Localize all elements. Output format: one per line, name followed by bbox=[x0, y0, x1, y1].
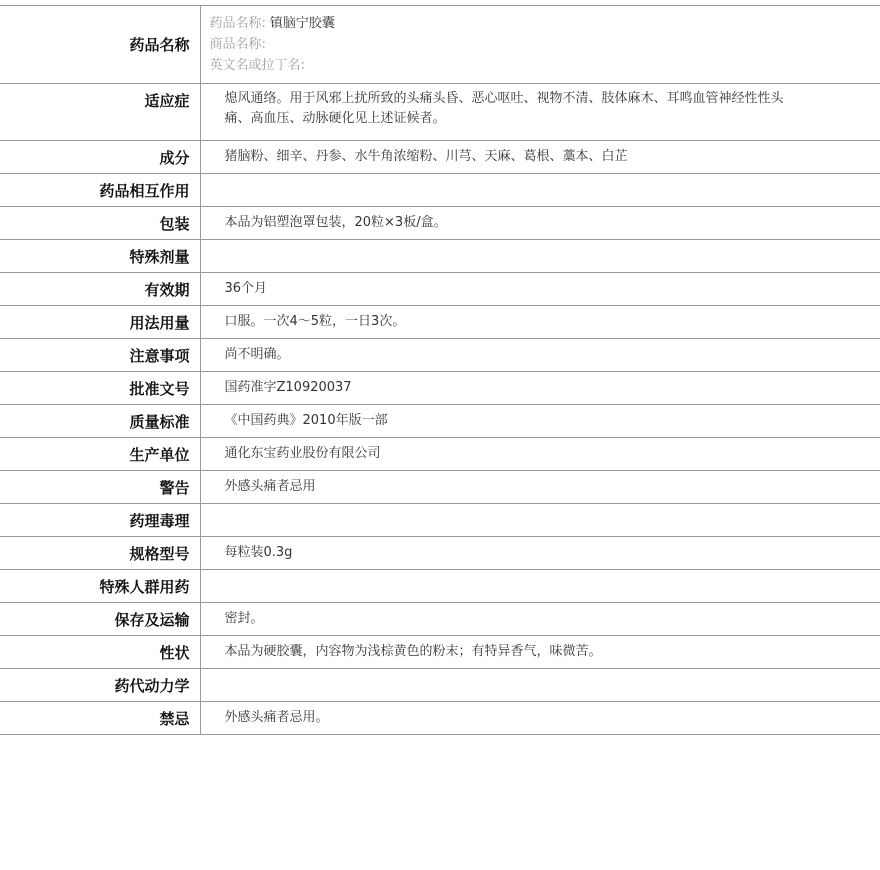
approval-number-heading: 批准文号 bbox=[0, 372, 200, 405]
specification-heading: 规格型号 bbox=[0, 537, 200, 570]
packaging-heading: 包装 bbox=[0, 207, 200, 240]
drug-name-heading: 药品名称 bbox=[0, 6, 200, 84]
trade-name-label: 商品名称: bbox=[209, 37, 266, 52]
generic-name-label: 药品名称: bbox=[209, 16, 266, 31]
english-name-label: 英文名或拉丁名: bbox=[209, 58, 305, 73]
description-value: 本品为硬胶囊，内容物为浅棕黄色的粉末；有特异香气，味微苦。 bbox=[224, 644, 602, 659]
row-warning bbox=[0, 471, 880, 504]
dosage-value: 口服。一次4～5粒，一日3次。 bbox=[224, 314, 406, 329]
row-ingredients bbox=[0, 141, 880, 174]
row-shelf-life bbox=[0, 273, 880, 306]
manufacturer-heading: 生产单位 bbox=[0, 438, 200, 471]
dosage-heading: 用法用量 bbox=[0, 306, 200, 339]
approval-number-value: 国药准字Z10920037 bbox=[224, 380, 352, 395]
row-manufacturer bbox=[0, 438, 880, 471]
storage-heading: 保存及运输 bbox=[0, 603, 200, 636]
row-description bbox=[0, 636, 880, 669]
row-packaging bbox=[0, 207, 880, 240]
row-quality-standard bbox=[0, 405, 880, 438]
special-dosage-heading: 特殊剂量 bbox=[0, 240, 200, 273]
row-special-populations bbox=[0, 570, 880, 603]
trade-name-line bbox=[210, 34, 880, 55]
row-dosage bbox=[0, 306, 880, 339]
generic-name-value: 镇脑宁胶囊 bbox=[269, 16, 335, 31]
shelf-life-value: 36个月 bbox=[224, 281, 268, 296]
indications-value: 熄风通络。用于风邪上扰所致的头痛头昏、恶心呕吐、视物不清、肢体麻木、耳鸣血管神经性性头痛、高血压、动脉硬化见上述证候者。 bbox=[224, 91, 784, 126]
interactions-heading: 药品相互作用 bbox=[0, 174, 200, 207]
ingredients-value: 猪脑粉、细辛、丹参、水牛角浓缩粉、川芎、天麻、葛根、藁本、白芷 bbox=[224, 149, 628, 164]
special-populations-heading: 特殊人群用药 bbox=[0, 570, 200, 603]
generic-name-line bbox=[210, 13, 880, 34]
english-name-line bbox=[210, 55, 880, 76]
warning-heading: 警告 bbox=[0, 471, 200, 504]
description-heading: 性状 bbox=[0, 636, 200, 669]
ingredients-heading: 成分 bbox=[0, 141, 200, 174]
pharmacology-heading: 药理毒理 bbox=[0, 504, 200, 537]
pharmacokinetics-value bbox=[200, 669, 880, 702]
pharmacokinetics-heading: 药代动力学 bbox=[0, 669, 200, 702]
row-specification bbox=[0, 537, 880, 570]
specification-value: 每粒装0.3g bbox=[224, 545, 293, 560]
precautions-heading: 注意事项 bbox=[0, 339, 200, 372]
row-indications bbox=[0, 84, 880, 141]
interactions-value bbox=[200, 174, 880, 207]
row-storage bbox=[0, 603, 880, 636]
row-pharmacokinetics bbox=[0, 669, 880, 702]
contraindications-value: 外感头痛者忌用。 bbox=[224, 710, 329, 725]
drug-spec-table bbox=[0, 5, 880, 735]
row-contraindications bbox=[0, 702, 880, 735]
shelf-life-heading: 有效期 bbox=[0, 273, 200, 306]
quality-standard-value: 《中国药典》2010年版一部 bbox=[224, 413, 388, 428]
warning-value: 外感头痛者忌用 bbox=[224, 479, 316, 494]
row-special-dosage bbox=[0, 240, 880, 273]
precautions-value: 尚不明确。 bbox=[224, 347, 290, 362]
row-drug-name bbox=[0, 6, 880, 84]
row-pharmacology bbox=[0, 504, 880, 537]
row-approval-number bbox=[0, 372, 880, 405]
pharmacology-value bbox=[200, 504, 880, 537]
storage-value: 密封。 bbox=[224, 611, 264, 626]
special-populations-value bbox=[200, 570, 880, 603]
special-dosage-value bbox=[200, 240, 880, 273]
row-interactions bbox=[0, 174, 880, 207]
quality-standard-heading: 质量标准 bbox=[0, 405, 200, 438]
drug-name-cell bbox=[200, 6, 880, 84]
contraindications-heading: 禁忌 bbox=[0, 702, 200, 735]
row-precautions bbox=[0, 339, 880, 372]
indications-heading: 适应症 bbox=[0, 84, 200, 141]
packaging-value: 本品为铝塑泡罩包装，20粒×3板/盒。 bbox=[224, 215, 447, 230]
manufacturer-value: 通化东宝药业股份有限公司 bbox=[224, 446, 381, 461]
